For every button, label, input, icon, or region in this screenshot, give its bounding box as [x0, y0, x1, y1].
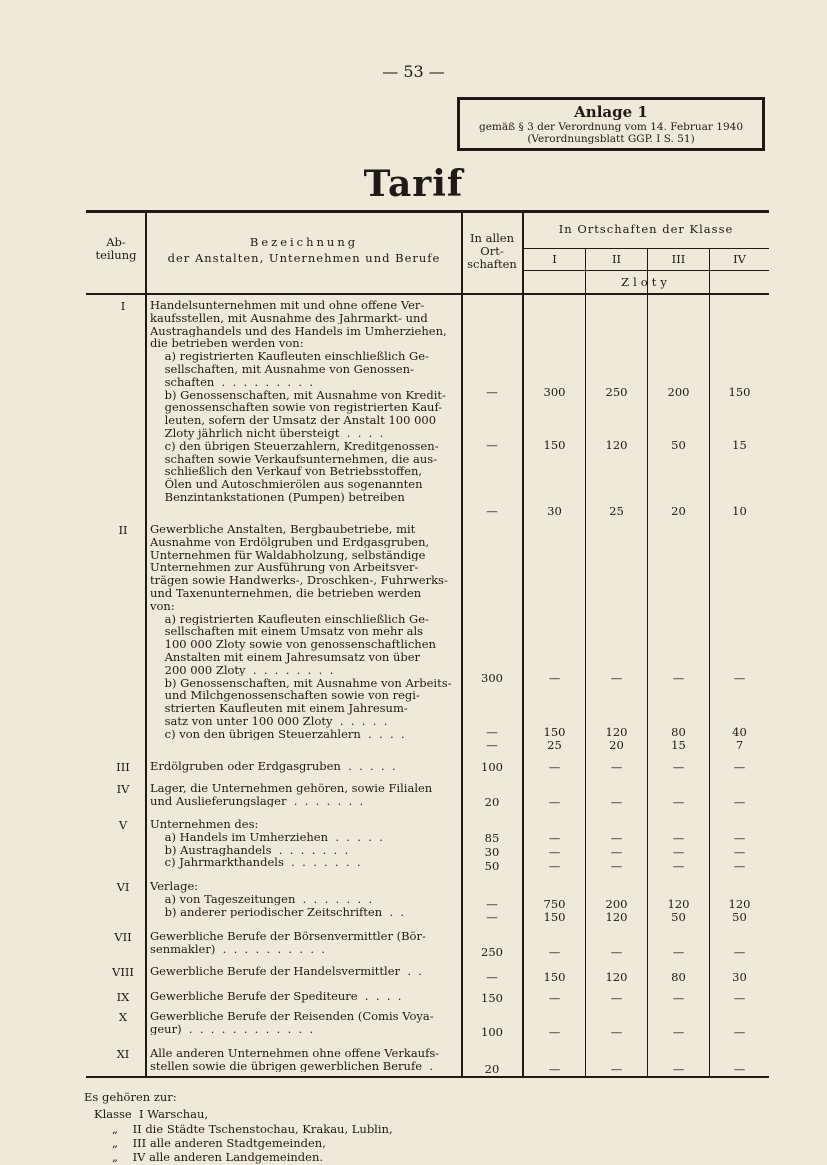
- tariff-value-iv: 120: [728, 897, 751, 911]
- tariff-value-ii: —: [610, 760, 623, 774]
- tariff-value-iii: —: [672, 795, 685, 809]
- row-text-line: Ölen und Autoschmierölen aus sogenannten: [150, 478, 423, 491]
- abteilung-roman: IX: [116, 990, 130, 1004]
- tariff-value-all: 250: [481, 945, 503, 959]
- tariff-value-iv: —: [733, 845, 746, 859]
- tariff-value-ii: —: [610, 831, 623, 845]
- tariff-value-i: 150: [543, 438, 566, 452]
- row-text-line: von:: [150, 599, 175, 613]
- anlage-line1: gemäß § 3 der Verordnung vom 14. Februar 1940: [478, 121, 743, 133]
- tariff-value-iii: —: [672, 760, 685, 774]
- tariff-value-iii: —: [672, 845, 685, 859]
- abteilung-roman: VIII: [112, 965, 134, 979]
- row-text-line: Gewerbliche Anstalten, Bergbaubetriebe, mit: [150, 523, 416, 536]
- row-text-line: Unternehmen des:: [150, 818, 259, 831]
- tariff-value-ii: —: [610, 945, 623, 959]
- row-text-line: die betrieben werden von:: [150, 337, 304, 350]
- anlage-box: [457, 97, 765, 151]
- tariff-value-iv: 15: [732, 438, 747, 452]
- row-text-line: b) Austraghandels . . . . . . .: [150, 843, 349, 857]
- tariff-value-all: 85: [484, 831, 500, 845]
- tariff-value-iv: —: [733, 760, 746, 774]
- row-text-line: schaften sowie Verkaufsunternehmen, die aus-: [150, 452, 438, 466]
- anlage-title: Anlage 1: [574, 103, 648, 121]
- tariff-value-iii: —: [672, 991, 685, 1005]
- tariff-value-iii: 80: [671, 725, 686, 739]
- tariff-value-ii: 120: [605, 438, 628, 452]
- table-bottom-rule: [86, 1076, 769, 1078]
- tariff-value-i: —: [548, 795, 561, 809]
- klasse-rule: [523, 248, 769, 249]
- tariff-value-iv: 10: [732, 504, 747, 518]
- abteilung-roman: I: [120, 299, 126, 313]
- header-klasse: In Ortschaften der Klasse: [558, 222, 734, 236]
- row-text-line: Lager, die Unternehmen gehören, sowie Filialen: [150, 782, 433, 795]
- tariff-value-ii: —: [610, 991, 623, 1005]
- row-text-line: Alle anderen Unternehmen ohne offene Verkaufs-: [150, 1047, 440, 1060]
- row-text-line: Gewerbliche Berufe der Börsenvermittler (Bör-: [150, 930, 426, 943]
- tariff-value-ii: —: [610, 859, 623, 873]
- tariff-value-iv: —: [733, 831, 746, 845]
- tariff-value-i: 300: [543, 385, 566, 399]
- tariff-value-i: 30: [547, 504, 562, 518]
- tariff-value-i: 150: [543, 970, 566, 984]
- row-text-line: leuten, sofern der Umsatz der Anstalt 100 000: [150, 414, 437, 427]
- header-class-2: II: [611, 252, 622, 266]
- header-abteilung: Ab- teilung: [95, 235, 137, 262]
- row-text-line: trägen sowie Handwerks-, Droschken-, Fuhrwerks-: [150, 574, 448, 587]
- row-text-line: Benzintankstationen (Pumpen) betreiben: [150, 491, 405, 504]
- tariff-value-all: —: [486, 897, 498, 911]
- tariff-value-all: 100: [481, 760, 503, 774]
- row-text-line: Anstalten mit einem Jahresumsatz von über: [150, 651, 421, 664]
- tariff-value-ii: —: [610, 1062, 623, 1076]
- row-text-line: und Milchgenossenschaften sowie von regi-: [150, 689, 420, 702]
- footer-line-3: „ III alle anderen Stadtgemeinden,: [112, 1136, 326, 1150]
- row-text-line: Austraghandels und des Handels im Umherziehen,: [150, 324, 447, 338]
- row-text-line: Erdölgruben oder Erdgasgruben . . . . .: [150, 760, 396, 773]
- tariff-value-iii: —: [672, 831, 685, 845]
- tariff-value-all: —: [486, 504, 498, 518]
- row-text-line: a) von Tageszeitungen . . . . . . .: [150, 892, 373, 906]
- row-text-line: b) Genossenschaften, mit Ausnahme von Kredit-: [150, 388, 446, 402]
- tariff-value-iii: —: [672, 945, 685, 959]
- row-text-line: kaufsstellen, mit Ausnahme des Jahrmarkt- und: [150, 311, 428, 325]
- tariff-value-iii: 15: [671, 738, 686, 752]
- row-text-line: geur) . . . . . . . . . . . .: [150, 1022, 314, 1036]
- row-text-line: a) registrierten Kaufleuten einschließlich Ge-: [150, 350, 429, 363]
- tariff-value-ii: 200: [605, 897, 628, 911]
- row-text-line: schaften . . . . . . . . .: [150, 375, 314, 389]
- anlage-line2: (Verordnungsblatt GGP. I S. 51): [527, 133, 695, 145]
- row-text-line: Unternehmen für Waldabholzung, selbständige: [150, 548, 426, 562]
- tariff-value-iv: —: [733, 1062, 746, 1076]
- row-text-line: c) den übrigen Steuerzahlern, Kreditgenossen-: [150, 439, 439, 453]
- tariff-value-all: —: [486, 970, 498, 984]
- footer-line-1: Klasse I Warschau,: [94, 1107, 209, 1121]
- tariff-value-i: 750: [543, 897, 566, 911]
- row-text-line: schließlich den Verkauf von Betriebsstoffen,: [150, 465, 423, 478]
- header-in-allen: In allen Ort- schaften: [467, 231, 517, 271]
- tariff-value-i: —: [548, 845, 561, 859]
- row-text-line: a) Handels im Umherziehen . . . . .: [150, 830, 383, 844]
- tariff-value-ii: 120: [605, 725, 628, 739]
- header-class-3: III: [671, 252, 686, 266]
- row-text-line: Verlage:: [150, 880, 199, 893]
- tariff-value-iii: 50: [671, 910, 686, 924]
- row-text-line: Unternehmen zur Ausführung von Arbeitsver-: [150, 561, 419, 574]
- row-text-line: Zloty jährlich nicht übersteigt . . . .: [150, 427, 384, 440]
- tariff-value-i: 150: [543, 725, 566, 739]
- row-text-line: b) Genossenschaften, mit Ausnahme von Arbeits-: [150, 676, 452, 690]
- row-text-line: und Taxenunternehmen, die betrieben werden: [150, 587, 422, 600]
- tariff-value-iii: —: [672, 859, 685, 873]
- row-text-line: 100 000 Zloty sowie von genossenschaftlichen: [150, 638, 436, 651]
- tariff-value-i: 150: [543, 910, 566, 924]
- tariff-value-all: 50: [484, 859, 500, 873]
- tariff-value-i: —: [548, 1025, 561, 1039]
- tariff-value-all: 150: [481, 991, 503, 1005]
- header-bezeichnung: Bezeichnung: [249, 235, 359, 249]
- tariff-value-iii: 80: [671, 970, 686, 984]
- tariff-value-iv: —: [733, 859, 746, 873]
- tariff-value-iv: 30: [732, 970, 747, 984]
- tariff-value-iv: —: [733, 945, 746, 959]
- tariff-value-ii: 120: [605, 910, 628, 924]
- tariff-value-ii: 20: [609, 738, 624, 752]
- tariff-value-iii: —: [672, 1062, 685, 1076]
- tariff-value-ii: —: [610, 671, 623, 685]
- row-text-line: sellschaften mit einem Umsatz von mehr als: [150, 625, 424, 638]
- row-text-line: stellen sowie die übrigen gewerblichen Berufe .: [150, 1059, 433, 1073]
- abteilung-roman: IV: [116, 782, 130, 796]
- tariff-value-all: —: [486, 910, 498, 924]
- tariff-value-iii: 20: [671, 504, 686, 518]
- tariff-value-ii: 250: [605, 385, 628, 399]
- tariff-value-all: —: [486, 725, 498, 739]
- tariff-value-i: —: [548, 831, 561, 845]
- tariff-value-all: 20: [484, 795, 500, 809]
- row-text-line: Gewerbliche Berufe der Handelsvermittler . .: [150, 965, 422, 978]
- row-text-line: 200 000 Zloty . . . . . . . .: [150, 663, 334, 677]
- row-text-line: Gewerbliche Berufe der Spediteure . . . .: [150, 990, 402, 1003]
- tariff-value-all: 100: [481, 1025, 503, 1039]
- abteilung-roman: X: [118, 1010, 128, 1024]
- tariff-value-iii: —: [672, 1025, 685, 1039]
- row-text-line: senmakler) . . . . . . . . . .: [150, 942, 325, 956]
- tariff-value-iv: 7: [735, 738, 744, 752]
- row-text-line: a) registrierten Kaufleuten einschließlich Ge-: [150, 612, 429, 626]
- footer-line-4: „ IV alle anderen Landgemeinden.: [112, 1150, 324, 1164]
- tariff-value-i: 25: [547, 738, 562, 752]
- abteilung-roman: VII: [114, 930, 132, 944]
- tariff-value-i: —: [548, 991, 561, 1005]
- col-divider-1: [145, 210, 147, 1076]
- table-top-rule: [86, 210, 769, 213]
- tariff-value-iii: —: [672, 671, 685, 685]
- row-text-line: c) von den übrigen Steuerzahlern . . . .: [150, 727, 405, 741]
- tariff-value-ii: —: [610, 1025, 623, 1039]
- abteilung-roman: VI: [116, 880, 130, 894]
- tariff-value-ii: —: [610, 845, 623, 859]
- tariff-value-iv: —: [733, 1025, 746, 1039]
- row-text-line: b) anderer periodischer Zeitschriften . .: [150, 905, 405, 919]
- row-text-line: strierten Kaufleuten mit einem Jahresum-: [150, 702, 408, 715]
- header-currency: Zloty: [621, 275, 671, 289]
- table-header-rule: [86, 293, 769, 295]
- tariff-value-all: —: [486, 438, 498, 452]
- page-title: Tarif: [363, 163, 464, 205]
- header-class-1: I: [552, 252, 557, 266]
- currency-rule: [523, 270, 769, 271]
- tariff-value-all: 20: [484, 1062, 500, 1076]
- row-text-line: satz von unter 100 000 Zloty . . . . .: [150, 715, 388, 728]
- tariff-value-all: 30: [484, 845, 500, 859]
- tariff-value-i: —: [548, 859, 561, 873]
- tariff-value-ii: 120: [605, 970, 628, 984]
- abteilung-roman: V: [118, 818, 128, 832]
- tariff-value-all: —: [486, 385, 498, 399]
- tariff-value-iv: —: [733, 991, 746, 1005]
- row-text-line: Ausnahme von Erdölgruben und Erdgasgruben,: [150, 535, 430, 549]
- tariff-value-iv: 50: [732, 910, 747, 924]
- abteilung-roman: XI: [116, 1047, 130, 1061]
- tariff-value-iv: —: [733, 671, 746, 685]
- row-text-line: c) Jahrmarkthandels . . . . . . .: [150, 856, 361, 869]
- row-text-line: Gewerbliche Berufe der Reisenden (Comis Voya-: [150, 1010, 434, 1023]
- header-class-4: IV: [733, 252, 746, 266]
- tariff-value-iv: —: [733, 795, 746, 809]
- abteilung-roman: II: [118, 523, 128, 537]
- tariff-value-iv: 40: [732, 725, 747, 739]
- row-text-line: genossenschaften sowie von registrierten Kauf-: [150, 401, 443, 414]
- abteilung-roman: III: [116, 760, 130, 774]
- row-text-line: Handelsunternehmen mit und ohne offene Ver-: [150, 299, 425, 312]
- tariff-value-iii: 50: [671, 438, 686, 452]
- footer-intro: Es gehören zur:: [84, 1090, 177, 1104]
- row-text-line: sellschaften, mit Ausnahme von Genossen-: [150, 363, 414, 376]
- tariff-value-iv: 150: [728, 385, 751, 399]
- tariff-value-ii: —: [610, 795, 623, 809]
- tariff-value-i: —: [548, 671, 561, 685]
- row-text-line: und Auslieferungslager . . . . . . .: [150, 794, 364, 808]
- header-bezeichnung-sub: der Anstalten, Unternehmen und Berufe: [167, 251, 441, 265]
- tariff-value-all: —: [486, 738, 498, 752]
- tariff-value-iii: 200: [667, 385, 690, 399]
- footer-line-2: „ II die Städte Tschenstochau, Krakau, Lublin,: [112, 1122, 393, 1136]
- tariff-value-i: —: [548, 760, 561, 774]
- tariff-value-iii: 120: [667, 897, 690, 911]
- tariff-value-ii: 25: [609, 504, 624, 518]
- tariff-value-i: —: [548, 1062, 561, 1076]
- page-number: — 53 —: [382, 62, 445, 81]
- tariff-value-all: 300: [481, 671, 503, 685]
- tariff-value-i: —: [548, 945, 561, 959]
